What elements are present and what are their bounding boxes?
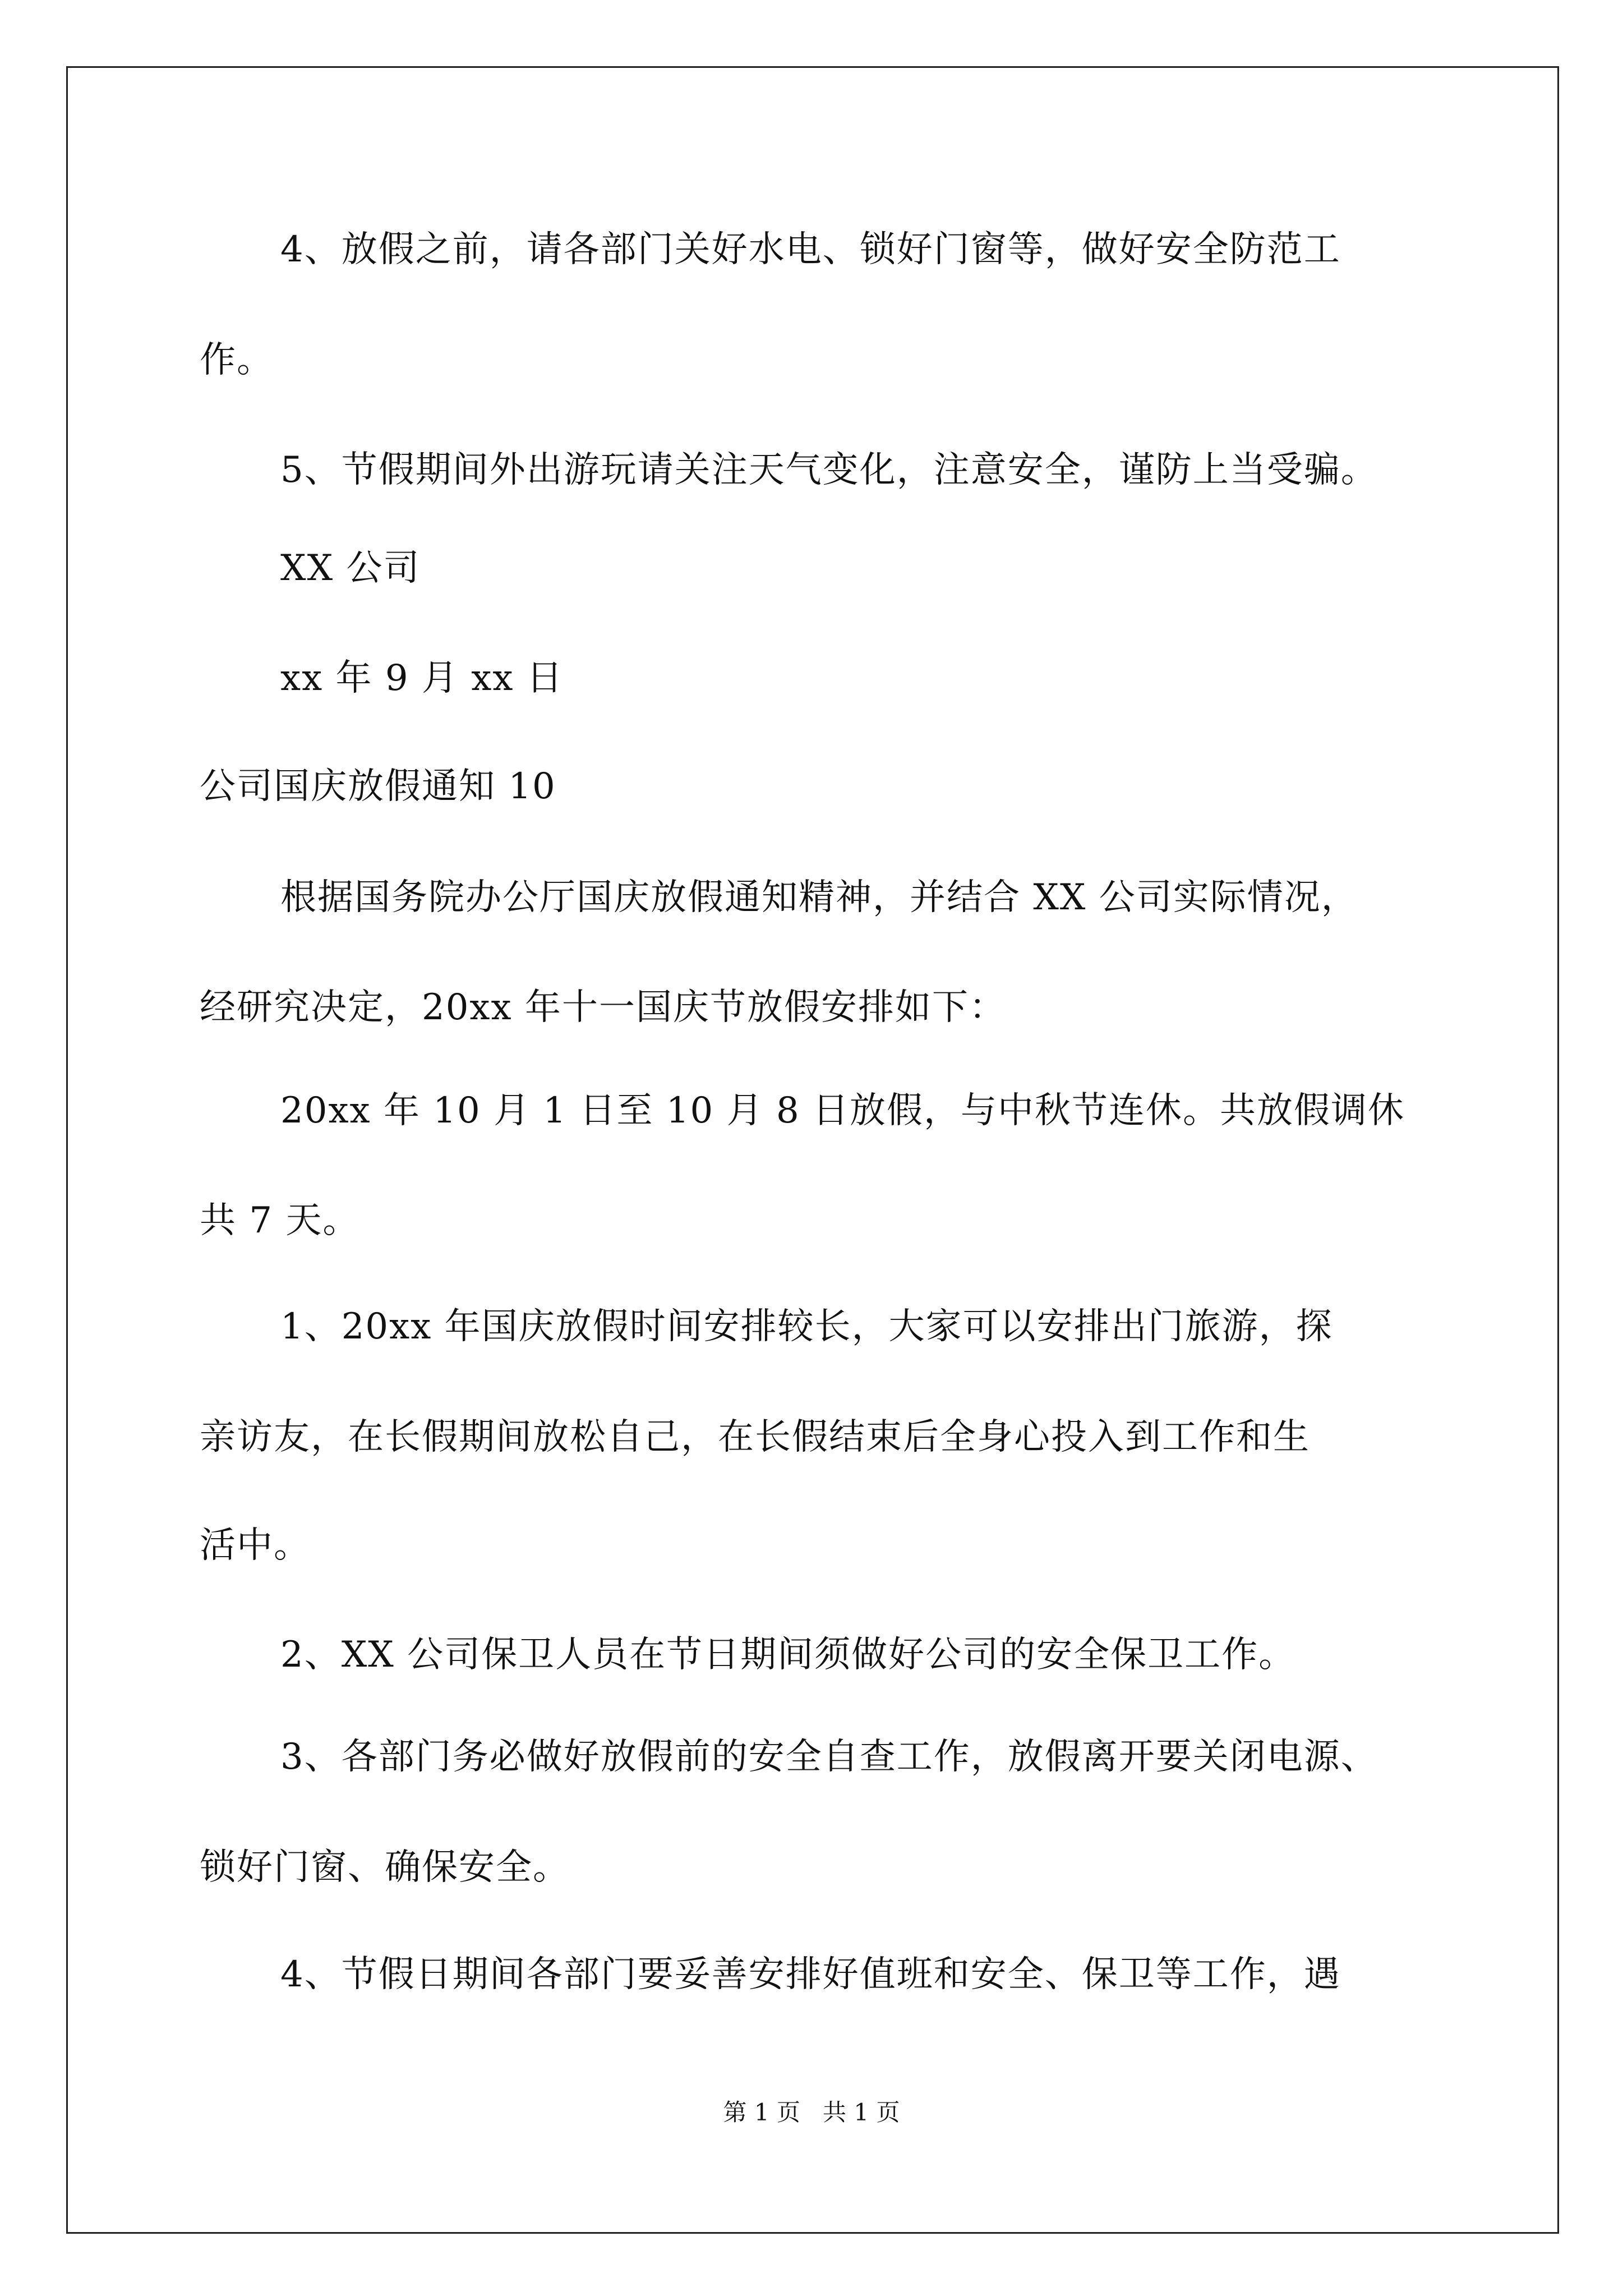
paragraph-line: 4、放假之前，请各部门关好水电、锁好门窗等，做好安全防范工: [280, 229, 1341, 270]
paragraph-line: 4、节假日期间各部门要妥善安排好值班和安全、保卫等工作，遇: [280, 1954, 1341, 1995]
signature-company: XX 公司: [280, 547, 421, 589]
paragraph-line: 2、XX 公司保卫人员在节日期间须做好公司的安全保卫工作。: [280, 1634, 1296, 1676]
paragraph-line: 5、节假期间外出游玩请关注天气变化，注意安全，谨防上当受骗。: [280, 449, 1378, 491]
page-footer: 第 1 页 共 1 页: [723, 2099, 900, 2126]
paragraph-line: 根据国务院办公厅国庆放假通知精神，并结合 XX 公司实际情况，: [280, 877, 1358, 918]
paragraph-line: 锁好门窗、确保安全。: [200, 1847, 570, 1888]
page-border: [66, 66, 1559, 2234]
paragraph-line: 活中。: [200, 1525, 311, 1566]
paragraph-line: 3、各部门务必做好放假前的安全自查工作，放假离开要关闭电源、: [280, 1736, 1378, 1778]
paragraph-line: 经研究决定，20xx 年十一国庆节放假安排如下：: [200, 987, 1006, 1028]
section-title: 公司国庆放假通知 10: [200, 766, 556, 807]
paragraph-line: 亲访友，在长假期间放松自己，在长假结束后全身心投入到工作和生: [200, 1416, 1310, 1458]
paragraph-line: 20xx 年 10 月 1 日至 10 月 8 日放假，与中秋节连休。共放假调休: [280, 1090, 1405, 1131]
signature-date: xx 年 9 月 xx 日: [280, 657, 564, 699]
paragraph-line: 作。: [200, 339, 274, 381]
paragraph-line: 1、20xx 年国庆放假时间安排较长，大家可以安排出门旅游，探: [280, 1306, 1333, 1347]
paragraph-line: 共 7 天。: [200, 1200, 360, 1241]
